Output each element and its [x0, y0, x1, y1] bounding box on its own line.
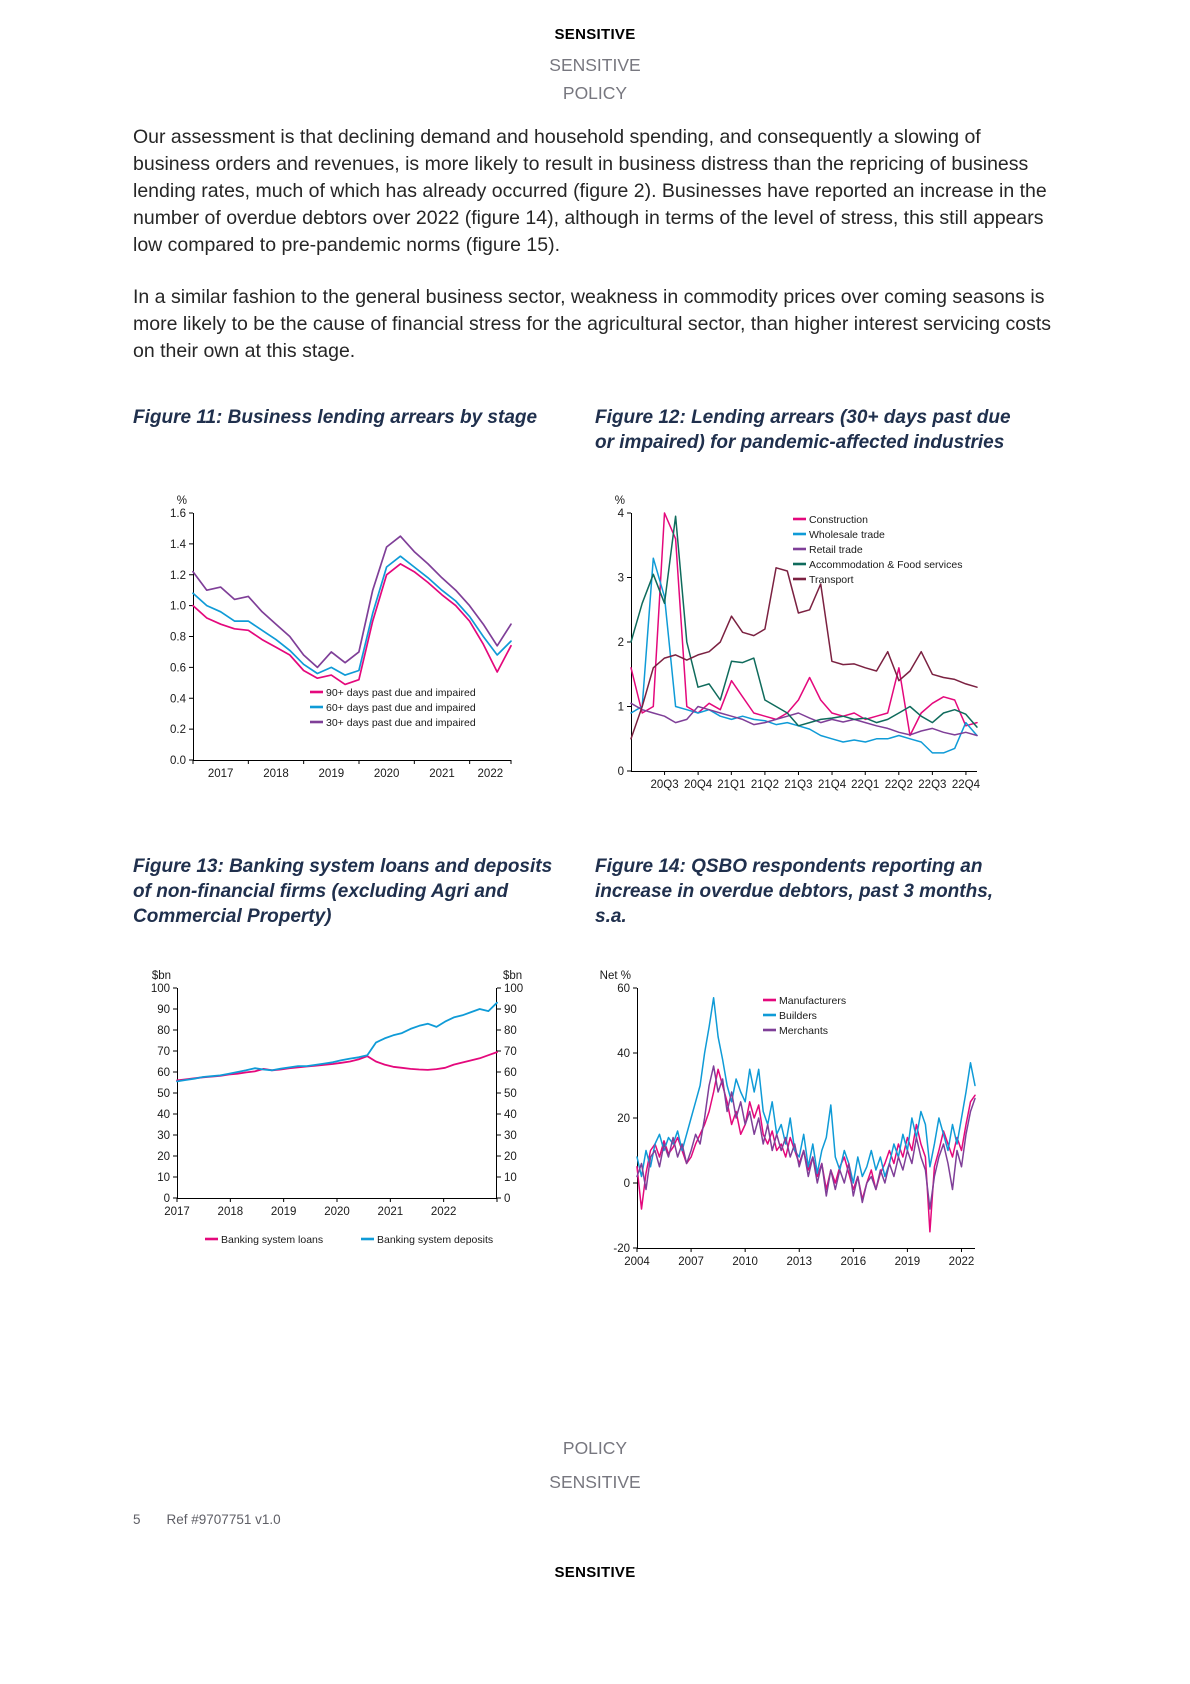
svg-text:21Q2: 21Q2: [750, 779, 779, 791]
classification-bottom-sensitive: SENSITIVE: [549, 1472, 641, 1492]
svg-text:-20: -20: [613, 1243, 630, 1255]
svg-text:Retail trade: Retail trade: [809, 543, 863, 556]
svg-text:Builders: Builders: [779, 1009, 817, 1022]
classification-bottom-policy: POLICY: [562, 1438, 628, 1458]
svg-text:0.6: 0.6: [170, 662, 186, 675]
svg-text:60+ days past due and impaired: 60+ days past due and impaired: [326, 701, 476, 714]
svg-text:20Q4: 20Q4: [684, 779, 713, 791]
svg-text:Wholesale trade: Wholesale trade: [809, 528, 885, 541]
figure-14-caption: Figure 14: QSBO respondents reporting an increase in overdue debtors, past 3 months, s.a.: [595, 856, 994, 927]
svg-text:1.6: 1.6: [170, 508, 186, 520]
svg-text:20: 20: [617, 1113, 630, 1125]
svg-text:%: %: [176, 495, 187, 507]
svg-text:0.4: 0.4: [170, 693, 186, 706]
svg-text:2021: 2021: [377, 1206, 404, 1218]
svg-text:30: 30: [157, 1130, 170, 1142]
svg-text:$bn: $bn: [151, 970, 171, 982]
svg-text:2022: 2022: [477, 768, 504, 780]
svg-text:2: 2: [617, 637, 624, 649]
svg-text:2020: 2020: [373, 768, 400, 780]
svg-text:0.0: 0.0: [170, 755, 186, 767]
svg-text:40: 40: [504, 1109, 517, 1121]
svg-text:80: 80: [157, 1025, 170, 1037]
svg-text:30: 30: [504, 1130, 517, 1142]
svg-text:2018: 2018: [263, 768, 289, 780]
svg-text:2013: 2013: [786, 1256, 813, 1268]
svg-text:2017: 2017: [164, 1206, 190, 1218]
svg-text:2022: 2022: [948, 1256, 975, 1268]
svg-text:Banking system loans: Banking system loans: [221, 1233, 324, 1246]
page-number: 5: [133, 1512, 141, 1527]
svg-text:2022: 2022: [430, 1206, 457, 1218]
svg-text:70: 70: [157, 1046, 170, 1058]
svg-text:0: 0: [623, 1178, 630, 1190]
svg-text:10: 10: [504, 1172, 517, 1184]
footer-reference: [133, 1512, 281, 1527]
figure-12-caption: Figure 12: Lending arrears (30+ days past due or impaired) for pandemic-affected industries: [595, 407, 1011, 453]
svg-text:0.2: 0.2: [170, 724, 186, 737]
svg-text:21Q4: 21Q4: [817, 779, 847, 791]
svg-text:1.4: 1.4: [170, 538, 186, 551]
svg-text:80: 80: [504, 1025, 517, 1037]
svg-text:2007: 2007: [678, 1256, 704, 1268]
svg-text:50: 50: [157, 1088, 170, 1100]
svg-text:90: 90: [157, 1004, 170, 1016]
figure-11-chart: [145, 487, 595, 797]
svg-text:Merchants: Merchants: [779, 1024, 829, 1037]
body-paragraph-1: Our assessment is that declining demand and household spending, and consequently a slowing of business orders and revenues, is more likely to result in business distress than the repricing of business lending rates, much of which has already occurred (figure 2). Businesses have reported an increase in the number of overdue debtors over 2022 (figure 14), although in terms of the level of stress, this still appears low compared to pre-pandemic norms (figure 15).: [133, 126, 1047, 256]
svg-text:22Q4: 22Q4: [951, 779, 980, 791]
classification-bottom-black: SENSITIVE: [554, 1564, 636, 1581]
figure-11-caption: Figure 11: Business lending arrears by stage: [133, 407, 538, 428]
svg-text:40: 40: [617, 1048, 630, 1060]
classification-top-policy: POLICY: [562, 83, 628, 103]
svg-text:100: 100: [150, 983, 170, 995]
svg-text:1.0: 1.0: [170, 600, 186, 613]
svg-text:30+ days past due and impaired: 30+ days past due and impaired: [326, 716, 476, 729]
svg-text:3: 3: [617, 572, 624, 585]
svg-text:20: 20: [157, 1151, 170, 1163]
classification-top-sensitive: SENSITIVE: [549, 55, 641, 75]
svg-text:21Q3: 21Q3: [784, 779, 813, 791]
svg-text:2019: 2019: [894, 1256, 921, 1268]
page-content: [133, 124, 1057, 1293]
svg-text:70: 70: [504, 1046, 517, 1058]
svg-text:90+ days past due and impaired: 90+ days past due and impaired: [326, 686, 476, 699]
svg-text:60: 60: [617, 983, 630, 995]
svg-text:22Q1: 22Q1: [851, 779, 880, 791]
svg-text:2019: 2019: [318, 768, 345, 780]
svg-text:2018: 2018: [217, 1206, 244, 1218]
svg-text:20Q3: 20Q3: [650, 779, 679, 791]
svg-text:100: 100: [504, 983, 524, 995]
svg-text:60: 60: [157, 1067, 170, 1079]
figures-grid: [133, 405, 1057, 1293]
svg-text:2004: 2004: [624, 1256, 650, 1268]
svg-text:20: 20: [504, 1151, 517, 1163]
svg-text:21Q1: 21Q1: [717, 779, 746, 791]
svg-text:0: 0: [163, 1193, 170, 1205]
svg-text:1: 1: [617, 701, 624, 714]
figure-14-chart: [595, 958, 1057, 1293]
figure-12: [595, 405, 1057, 812]
svg-text:$bn: $bn: [503, 970, 523, 982]
figure-12-chart: [595, 487, 1057, 812]
svg-text:10: 10: [157, 1172, 170, 1184]
svg-text:%: %: [614, 495, 625, 507]
svg-text:60: 60: [504, 1067, 517, 1079]
svg-text:50: 50: [504, 1088, 517, 1100]
svg-text:2017: 2017: [207, 768, 234, 780]
svg-text:Net %: Net %: [599, 970, 631, 982]
svg-text:Manufacturers: Manufacturers: [779, 994, 847, 1007]
svg-text:40: 40: [157, 1109, 170, 1121]
body-paragraph-2: In a similar fashion to the general business sector, weakness in commodity prices over coming seasons is more likely to be the cause of financial stress for the agricultural sector, than higher interest servicing costs on their own at this stage.: [133, 286, 1052, 362]
svg-text:0: 0: [617, 766, 624, 778]
svg-text:1.2: 1.2: [170, 569, 186, 582]
svg-text:22Q2: 22Q2: [884, 779, 913, 791]
svg-text:90: 90: [504, 1004, 517, 1016]
figure-13: [133, 854, 595, 1293]
svg-text:Accommodation & Food services: Accommodation & Food services: [809, 558, 963, 571]
classification-top-black: SENSITIVE: [554, 26, 636, 43]
svg-text:22Q3: 22Q3: [918, 779, 947, 791]
svg-text:2020: 2020: [324, 1206, 350, 1218]
svg-text:Transport: Transport: [809, 573, 854, 586]
svg-text:2010: 2010: [732, 1256, 758, 1268]
document-ref: Ref #9707751 v1.0: [166, 1512, 281, 1527]
figure-14: [595, 854, 1057, 1293]
figure-13-caption: Figure 13: Banking system loans and deposits of non-financial firms (excluding Agri and Commercial Property): [133, 856, 553, 927]
svg-text:4: 4: [617, 508, 624, 520]
svg-text:2016: 2016: [840, 1256, 867, 1268]
svg-text:Banking system deposits: Banking system deposits: [377, 1233, 494, 1246]
svg-text:0: 0: [504, 1193, 511, 1205]
svg-text:Construction: Construction: [809, 513, 868, 526]
svg-text:2019: 2019: [270, 1206, 297, 1218]
svg-text:2021: 2021: [429, 768, 455, 780]
figure-13-chart: [133, 958, 595, 1265]
figure-11: [133, 405, 595, 812]
svg-text:0.8: 0.8: [170, 631, 186, 644]
